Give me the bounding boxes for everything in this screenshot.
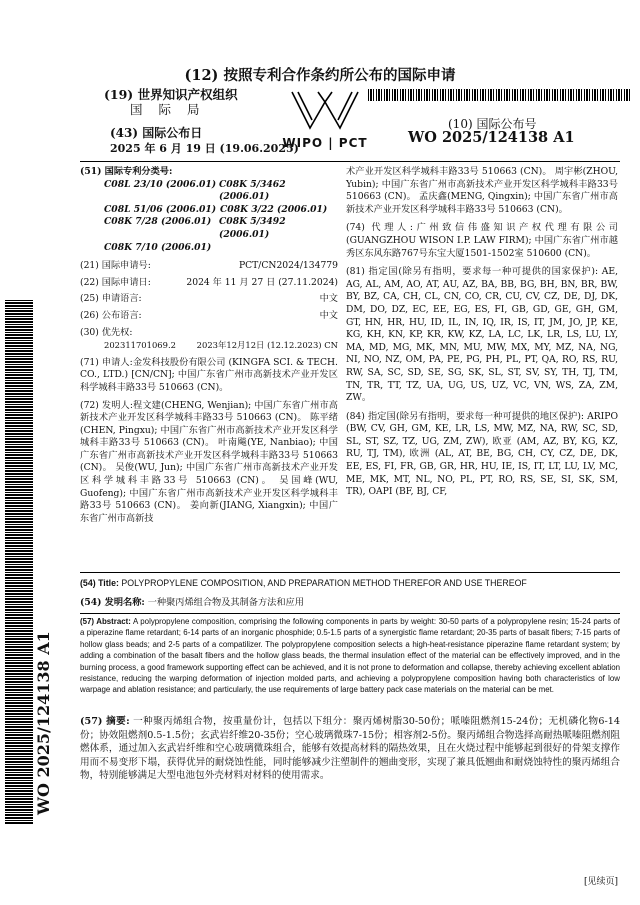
ipc-label: (51) 国际专利分类号:: [80, 166, 173, 177]
appno-value: PCT/CN2024/134779: [238, 260, 338, 272]
priority-number: 202311701069.2: [104, 340, 176, 351]
inventors-text: 程文建(CHENG, Wenjian); 中国广东省广州市高新技术产业开发区科学城科丰路33号 510663 (CN)。 陈平绪(CHEN, Pingxu); 中国广东省广州市高新技术产业开发区科学城科丰路33号 510663 (CN)。 叶南飚(YE, Nanbiao); 中国广东省广州市高新技术产业开发区科学城科丰路33号 510663 (CN)。 吴俊(WU, Jun); 中国广东省广州市高新技术产业开发区科学城科丰路33号 510663 (CN)。 吴国峰(WU, Guofeng); 中国广东省广州市高新技术产业开发区科学城科丰路33号 510663 (CN)。 姜向新(JIANG, Xiangxin); 中国广东省广州市高新技: [80, 399, 338, 524]
title-zh-label: (54) 发明名称:: [80, 597, 145, 608]
header-divider: [80, 161, 620, 162]
body-divider: [80, 572, 620, 573]
appno-row: [80, 260, 338, 273]
agent-label: (74) 代理人:: [346, 222, 413, 234]
ipc-table: [80, 179, 338, 255]
filing-label: (22) 国际申请日:: [80, 276, 151, 288]
priority-row: [80, 339, 338, 352]
side-pubno: WO 2025/124138 A1: [34, 631, 53, 815]
wipo-logo: [280, 88, 370, 148]
ipc-code: C08L 23/10 (2006.01): [104, 178, 217, 190]
right-column: [346, 166, 618, 499]
pubdate-value: 2025 年 6 月 19 日 (19.06.2025): [110, 142, 299, 155]
pubdate-label: (43) 国际公布日: [110, 126, 203, 140]
title-en-label: (54) Title:: [80, 578, 119, 588]
inventors-block: [80, 400, 338, 526]
designated-states-block: [346, 266, 618, 405]
title-zh: 一种聚丙烯组合物及其制备方法和应用: [147, 597, 304, 608]
ipc-code: C08K 7/10 (2006.01): [104, 241, 212, 253]
priority-label: (30) 优先权:: [80, 326, 133, 338]
lang-value: 中文: [319, 293, 338, 305]
pubno-value: WO 2025/124138 A1: [408, 129, 575, 146]
inventors-continued: 术产业开发区科学城科丰路33号 510663 (CN)。 周宇彬(ZHOU, Yubin); 中国广东省广州市高新技术产业开发区科学城科丰路33号 510663 (CN)。 孟庆鑫(MENG, Qingxin); 中国广东省广州市高新技术产业开发区科学城科丰路33号 510663 (CN)。: [346, 166, 618, 215]
org-label: (19) 世界知识产权组织: [104, 87, 238, 102]
agent-block: [346, 222, 618, 260]
publang-row: [80, 310, 338, 323]
applicant-label: (71) 申请人:: [80, 356, 133, 368]
applicant-text: 金发科技股份有限公司 (KINGFA SCI. & TECH. CO., LTD.) [CN/CN]; 中国广东省广州市高新技术产业开发区科学城科丰路33号 510663 (CN)。: [80, 356, 338, 393]
publang-value: 中文: [319, 309, 338, 321]
applicant-block: [80, 357, 338, 395]
wipo-emblem-icon: [280, 88, 370, 132]
title-en: POLYPROPYLENE COMPOSITION, AND PREPARATION METHOD THEREFOR AND USE THEREOF: [121, 578, 527, 588]
left-column: [80, 166, 338, 525]
filing-row: [80, 277, 338, 290]
ipc-code: C08K 5/3462 (2006.01): [218, 178, 286, 203]
abstract-en: [80, 616, 620, 696]
priority-date: 2023年12月12日 (12.12.2023): [196, 340, 322, 351]
abstract-en-text: A polypropylene composition, comprising the following components in parts by weight: 30-50 parts of a polypropylene resin; 15-24 parts of a piperazine flame retardant; 6-14 parts of an inorganic phosphide; 0.5-1.5 parts of a synergistic flame retardant; 20-35 parts of basalt fibers; 7-15 parts of hollow glass beads; and 2-5 parts of a compatilizer. The polypropylene composition selects a high-heat-resistance piperazine flame retardant system; by adding a combination of the basalt fibers and the hollow glass beads, the thermal insulation effect of the material can be effectively improved, and in the burning process, a good framework supporting effect can be achieved, and it is not prone to deformation and collapse, thereby achieving excellent ablation resistance, reducing the warping deformation of injection molded parts, and achieving a polypropylene composition having both characteristics of low warpage and ablation resistance; and particularly, the use requirements of large battery pack case materials on the material can be met.: [80, 617, 620, 695]
regions-text: (除另有指明，要求每一种可提供的地区保护): ARIPO (BW, CV, GH, GM, KE, LR, LS, MW, MZ, NA, RW, SC, SD, SL, ST, SZ, TZ, UG, ZM, ZW), 欧亚 (AM, AZ, BY, KG, KZ, RU, TJ, TM), 欧洲 (AL, AT, BE, BG, CH, CY, CZ, DE, DK, EE, ES, FI, FR, GB, GR, HR, HU, IE, IS, IT, LT, LU, LV, MC, ME, MK, MT, NL, NO, PL, PT, RO, RS, SE, SI, SK, SM, TR), OAPI (BF, BJ, CF,: [346, 410, 618, 498]
pubno-label: (10) 国际公布号: [448, 117, 537, 131]
ipc-code: C08K 5/3492 (2006.01): [218, 216, 286, 240]
document-title: (12) 按照专利合作条约所公布的国际申请: [184, 67, 456, 84]
appno-label: (21) 国际申请号:: [80, 260, 151, 272]
publang-label: (26) 公布语言:: [80, 309, 142, 321]
priority-country: CN: [324, 340, 338, 351]
lang-row: [80, 293, 338, 306]
abstract-zh-text: 一种聚丙烯组合物，按重量份计，包括以下组分：聚丙烯树脂30-50份；哌嗪阻燃剂15-24份；无机磷化物6-14份；协效阻燃剂0.5-1.5份；玄武岩纤维20-35份；空心玻璃微珠7-15份；相容剂2-5份。聚丙烯组合物选择高耐热哌嗪阻燃剂阻燃体系，通过加入玄武岩纤维和空心玻璃微珠组合，能够有效提高材料的隔热效果，且在火烧过程中能够起到很好的骨架支撑作用而不易变形下塌，获得优异的耐烧蚀性能，同时能够减少注塑制件的翘曲变形，实现了兼具低翘曲和耐烧蚀特性的聚丙烯组合物，特别能够满足大型电池包外壳材料对材料的使用需求。: [80, 716, 620, 782]
ipc-code: C08K 3/22 (2006.01): [220, 203, 328, 215]
top-barcode: [368, 89, 632, 101]
abstract-zh-label: (57) 摘要:: [80, 716, 130, 727]
side-barcode: [5, 300, 33, 825]
agent-text: 广州致信伟盛知识产权代理有限公司 (GUANGZHOU WISON I.P. LAW FIRM); 中国广东省广州市越秀区东风东路767号东宝大厦1501-1502室 510600 (CN)。: [346, 222, 618, 259]
ipc-code: C08K 7/28 (2006.01): [104, 216, 212, 228]
wipo-pct-label: WIPO | PCT: [282, 136, 368, 150]
inventors-label: (72) 发明人:: [80, 399, 133, 411]
title-en-row: [80, 577, 620, 590]
states-text: (除另有指明，要求每一种可提供的国家保护): AE, AG, AL, AM, AO, AT, AU, AZ, BA, BB, BG, BH, BN, BR, BW, BY, BZ, CA, CH, CL, CN, CO, CR, CU, CV, CZ, DE, DJ, DK, DM, DO, DZ, EC, EE, EG, ES, FI, GB, GD, GE, GH, GM, GT, HN, HR, HU, ID, IL, IN, IQ, IR, IS, IT, JM, JO, JP, KE, KG, KH, KN, KP, KR, KW, KZ, LA, LC, LK, LR, LS, LU, LY, MA, MD, MG, MK, MN, MU, MW, MX, MY, MZ, NA, NG, NI, NO, NZ, OM, PA, PE, PG, PH, PL, PT, QA, RO, RS, RU, RW, SA, SC, SD, SE, SG, SK, SL, ST, SV, SY, TH, TJ, TM, TN, TR, TT, TZ, UA, UG, US, UZ, VC, VN, WS, ZA, ZM, ZW。: [346, 266, 618, 404]
regional-states-block: [346, 411, 618, 499]
states-label: (81) 指定国: [346, 266, 399, 278]
abstract-zh: [80, 715, 620, 783]
ipc-code: C08L 51/06 (2006.01): [104, 203, 217, 215]
title-divider: [80, 613, 620, 614]
continued-note: [见续页]: [583, 877, 618, 887]
bureau-label: 国 际 局: [130, 102, 206, 117]
regions-label: (84) 指定国: [346, 410, 396, 422]
filing-value: 2024 年 11 月 27 日 (27.11.2024): [186, 276, 338, 288]
lang-label: (25) 申请语言:: [80, 293, 142, 305]
abstract-en-label: (57) Abstract:: [80, 617, 131, 626]
title-zh-row: [80, 597, 620, 610]
